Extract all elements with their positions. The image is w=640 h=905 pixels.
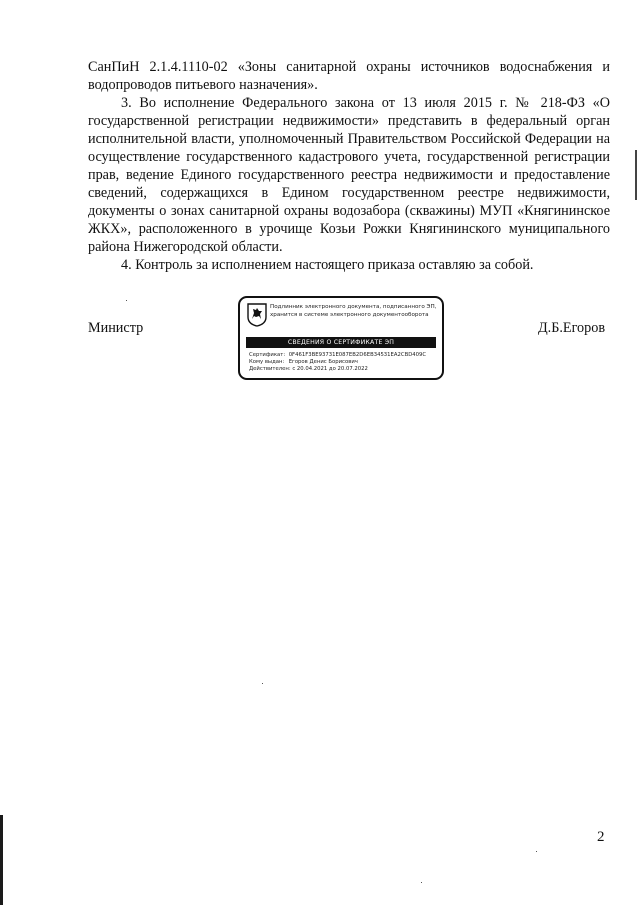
scan-speck — [536, 851, 537, 852]
signatory-title: Министр — [88, 320, 144, 336]
stamp-header — [270, 304, 440, 319]
validity-value: с 20.04.2021 до 20.07.2022 — [292, 366, 368, 372]
stamp-certificate-fields — [249, 352, 441, 373]
page-number: 2 — [597, 829, 605, 845]
signatory-name: Д.Б.Егоров — [538, 320, 606, 336]
validity-row — [249, 366, 441, 373]
paragraph-sanpin: СанПиН 2.1.4.1110-02 «Зоны санитарной охраны источников водоснабжения и водопроводов питьевого назначения». — [88, 59, 610, 93]
stamp-title-bar: СВЕДЕНИЯ О СЕРТИФИКАТЕ ЭП — [246, 337, 436, 348]
stamp-header-line-1: Подлинник электронного документа, подписанного ЭП, — [270, 304, 437, 310]
certificate-value: 0F461F3BE93731E087EB2D6EB34531EA2CBD409C — [288, 352, 427, 358]
scan-speck — [421, 882, 422, 883]
scan-edge-mark-right — [635, 150, 637, 200]
scan-edge-mark-left — [0, 815, 3, 905]
coat-of-arms-icon — [247, 303, 267, 327]
validity-label: Действителен: — [249, 366, 291, 372]
paragraph-item-4: 4. Контроль за исполнением настоящего приказа оставляю за собой. — [121, 257, 534, 273]
issued-to-label: Кому выдан: — [249, 359, 285, 365]
certificate-row — [249, 352, 441, 359]
electronic-signature-stamp — [238, 296, 444, 380]
scan-speck — [126, 300, 127, 301]
paragraph-item-3: 3. Во исполнение Федерального закона от 13 июля 2015 г. № 218-ФЗ «О государственной регистрации недвижимости» представить в федеральный орган исполнительной власти, уполномоченный Правительством Российской Федерации на осуществление государственного кадастрового учета, государственной регистрации прав, ведение Единого государственного реестра недвижимости и предоставление сведений, содержащихся в Едином государственном реестре недвижимости, документы о зонах санитарной охраны водозабора (скважины) МУП «Княгининское ЖКХ», расположенного в урочище Козьи Рожки Княгининского муниципального района Нижегородской области. — [88, 95, 610, 255]
issued-to-row — [249, 359, 441, 366]
issued-to-value: Егоров Денис Борисович — [288, 359, 358, 365]
certificate-label: Сертификат: — [249, 352, 286, 358]
scan-speck — [262, 683, 263, 684]
document-body — [88, 58, 610, 274]
stamp-header-line-2: хранится в системе электронного документооборота — [270, 311, 429, 318]
